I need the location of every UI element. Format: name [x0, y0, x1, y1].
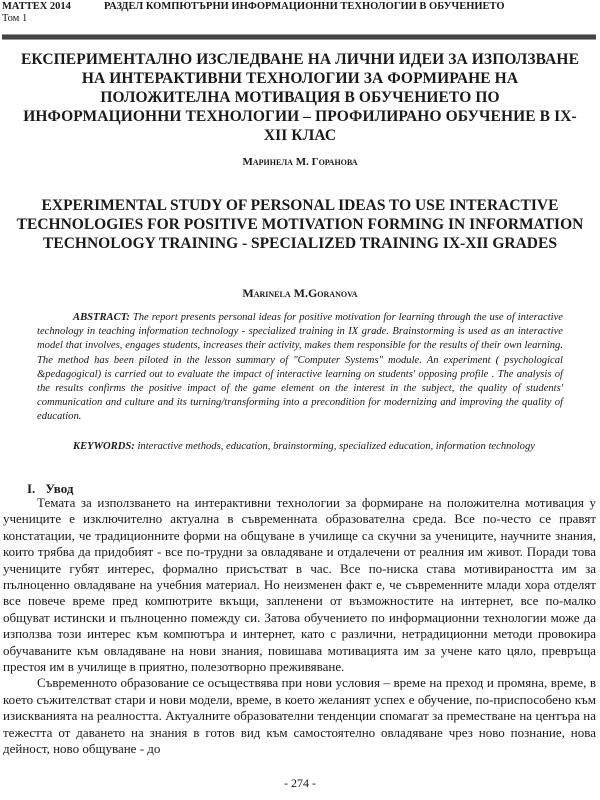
- page-number: - 274 -: [284, 776, 316, 790]
- section-number: I.: [27, 481, 36, 496]
- abstract-label: ABSTRACT:: [73, 312, 130, 323]
- abstract: [37, 311, 563, 425]
- keywords-label: KEYWORDS:: [73, 441, 135, 452]
- running-header: [2, 1, 598, 29]
- body-text: [3, 495, 596, 758]
- author-bulgarian: Маринела М. Горанова: [242, 156, 358, 168]
- paragraph: Темата за използването на интерактивни технологии за формиране на положителна мотивация у учениците е изключително актуална в съвременната образователна среда. Все по-често се правят констатации, че традиционните форми на общуване в училище са скучни за учениците, научните знания, които трябва да придобият - все по-трудни за овладяване и отдалечени от реалния им живот. Поради това учениците губят интерес, формално присъстват в час. Все по-ниска става мотивираността им за пълноценно овладяване на учебния материал. Но неизменен факт е, че съвременните млади хора отделят все повече време пред компютрите вкъщи, запленени от възможностите на интернет, все по-малко общуват истински и пълноценно помежду си. Затова обучението по информационни технологии може да използва този интерес към компютъра и интернет, като с различни, нетрадиционни методи провокира обучаваните към овладяване на нови знания, повишава мотивацията им за учене като цяло, превръща престоя им в училище в приятно, полезотворно преживяване.: [3, 495, 596, 675]
- paragraph: Съвременното образование се осъществява при нови условия – време на преход и промяна, време, в което съжителстват стари и нови модели, време, в което желаният успех е обучение, по-приспособено към изискванията на реалността. Актуалните образователни тенденции спомагат за преместване на центъра на тежестта от даването на знания в готов вид към самостоятелно овладяване чрез ново познание, нова дейност, ново общуване - до: [3, 675, 596, 757]
- keywords: [37, 440, 563, 454]
- author-english: Marinela M.Goranova: [242, 286, 358, 300]
- paper-title-english: EXPERIMENTAL STUDY OF PERSONAL IDEAS TO USE INTERACTIVE TECHNOLOGIES FOR POSITIVE MOTIVATION FORMING IN INFORMATION TECHNOLOGY TRAINING - SPECIALIZED TRAINING IX-XII GRADES: [16, 197, 584, 252]
- keywords-text: interactive methods, education, brainstorming, specialized education, information technology: [137, 441, 535, 452]
- conference-name: MATTEX 2014: [2, 1, 71, 12]
- abstract-text: The report presents personal ideas for positive motivation for learning through the use of interactive technology in teaching information technology - specialized training in IX grade. Brainstorming is used as an interactive model that involves, engages students, increases their activity, makes them responsible for the results of their own learning. The method has been piloted in the lesson summary of "Computer Systems" module. An experiment ( psychological &pedagogical) is carried out to evaluate the impact of interactive learning on students' opposing profile . The analysis of the results confirms the positive impact of the game element on the interest in the subject, the quality of students' communication and culture and its turning/transforming into a precondition for modernizing and improving the quality of education.: [37, 312, 564, 423]
- section-name: РАЗДЕЛ КОМПЮТЪРНИ ИНФОРМАЦИОННИ ТЕХНОЛОГИИ В ОБУЧЕНИЕТО: [104, 1, 505, 12]
- section-title: Увод: [45, 481, 74, 496]
- header-rule: [2, 34, 596, 40]
- volume-label: Том 1: [2, 13, 28, 24]
- paper-title-bulgarian: ЕКСПЕРИМЕНТАЛНО ИЗСЛЕДВАНЕ НА ЛИЧНИ ИДЕИ ЗА ИЗПОЛЗВАНЕ НА ИНТЕРАКТИВНИ ТЕХНОЛОГИИ ЗА ФОРМИРАНЕ НА ПОЛОЖИТЕЛНА МОТИВАЦИЯ В ОБУЧЕНИЕТО ПО ИНФОРМАЦИОННИ ТЕХНОЛОГИИ – ПРОФИЛИРАНО ОБУЧЕНИЕ В IX-XII КЛАС: [20, 51, 580, 144]
